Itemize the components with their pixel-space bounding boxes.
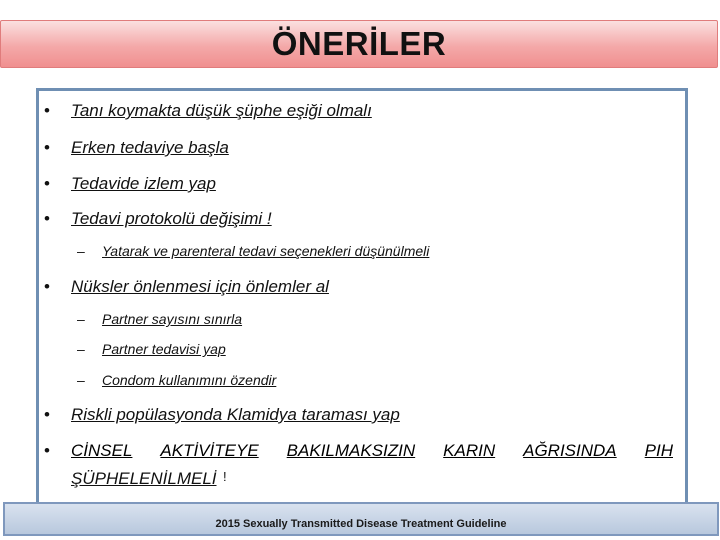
bullet-text: Tanı koymakta düşük şüphe eşiği olmalı — [71, 101, 372, 120]
sub-bullet-text: Condom kullanımını özendir — [102, 372, 277, 388]
last-item-word: PIH — [644, 441, 673, 460]
last-item-word: BAKILMAKSIZIN — [286, 441, 416, 460]
sub-bullet-dash: – — [77, 311, 85, 327]
footer-bar — [3, 502, 719, 536]
slide-title: ÖNERİLER — [271, 25, 447, 62]
last-item-word: AĞRISINDA — [523, 441, 617, 460]
bullet-dot: • — [44, 209, 50, 228]
bullet-text: Erken tedaviye başla — [71, 138, 229, 157]
slide-title-bar — [0, 20, 718, 68]
sub-bullet-text: Yatarak ve parenteral tedavi seçenekleri düşünülmeli — [102, 243, 430, 259]
bullet-dot: • — [44, 138, 50, 157]
bullet-text: Riskli popülasyonda Klamidya taraması yap — [71, 405, 400, 424]
bullet-dot: • — [44, 174, 50, 193]
bullet-dot: • — [44, 101, 50, 120]
bullet-dot: • — [44, 277, 50, 296]
bullet-dot: • — [44, 405, 50, 424]
last-item-word: KARIN — [443, 441, 496, 460]
content-frame — [36, 88, 688, 508]
bullet-text: Nüksler önlenmesi için önlemler al — [71, 277, 329, 296]
last-item-line-1 — [71, 441, 673, 461]
footer-text: 2015 Sexually Transmitted Disease Treatment Guideline — [215, 518, 507, 530]
sub-bullet-dash: – — [77, 372, 85, 388]
sub-bullet-text: Partner tedavisi yap — [102, 341, 226, 357]
sub-bullet-text: Partner sayısını sınırla — [102, 311, 243, 327]
sub-bullet-dash: – — [77, 341, 85, 357]
last-item-word: AKTİVİTEYE — [160, 441, 259, 460]
bullet-dot: • — [44, 441, 50, 460]
bullet-text: Tedavide izlem yap — [71, 174, 216, 193]
bullet-text: Tedavi protokolü değişimi ! — [71, 209, 272, 228]
last-item-suffix: ! — [223, 469, 227, 484]
sub-bullet-dash: – — [77, 243, 85, 259]
last-item-word: CİNSEL — [71, 441, 133, 460]
last-item-continuation: ŞÜPHELENİLMELİ — [71, 469, 217, 488]
